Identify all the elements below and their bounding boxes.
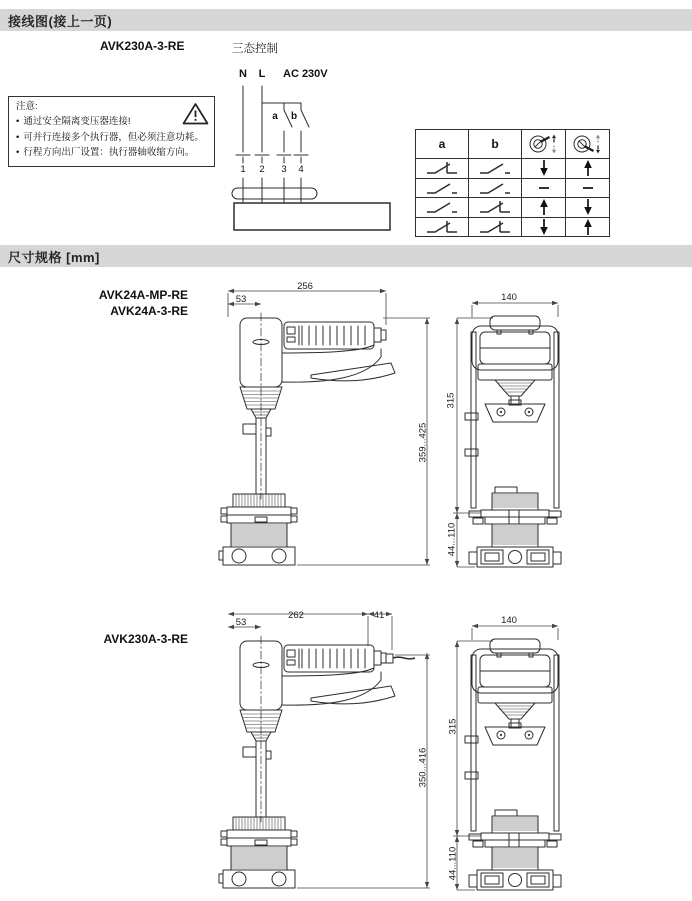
switch-closed-icon [425,160,459,176]
switch-open-icon [425,180,459,196]
control-type-label: 三态控制 [232,43,278,55]
group1-model-labels [60,287,188,319]
terminal-3-label: 3 [281,164,287,175]
dim-width-label: 140 [501,615,517,626]
logic-table-row [416,159,610,179]
logic-table-row [416,217,610,237]
dim-body-height-label: 315 [445,392,457,409]
knob-retract-header [566,130,610,159]
no-movement-dash-icon [537,179,551,197]
logic-table-row [416,198,610,218]
dim-stem-offset-label: 53 [235,617,247,628]
dim-height-range-label: 350...416 [417,747,429,788]
column-b-header: b [469,130,522,159]
terminal-4-label: 4 [298,164,304,175]
switch-open-icon [478,180,512,196]
logic-table-header-row [416,130,610,159]
side-view-drawing-avk230a [215,606,445,898]
arrow-down-icon [537,159,551,177]
switch-open-icon [478,160,512,176]
dim-height-range-label: 359...425 [417,422,429,463]
note-list [16,114,207,161]
note-box [8,96,215,167]
section-header-wiring: 接线图(接上一页) [0,9,692,31]
side-view-drawing-avk24a [215,283,445,575]
column-a-header: a [416,130,469,159]
dim-width-label: 262 [288,610,304,621]
group2-model-labels [60,631,188,647]
switch-closed-icon [478,219,512,235]
dim-body-height-label: 315 [447,718,459,735]
switch-open-icon [425,199,459,215]
logic-table [415,129,610,237]
voltage-label: AC 230V [283,68,328,80]
front-view-drawing-avk24a [445,290,635,575]
dim-stem-offset-label: 53 [235,294,247,305]
wire-n-label: N [239,68,247,80]
note-title: 注意: [16,101,38,112]
rotary-knob-retract-icon [572,133,603,155]
model-label: AVK24A-MP-RE [98,288,188,302]
switch-b-label: b [290,111,298,122]
note-item: • 行程方向出厂设置：执行器轴收缩方向。 [16,145,207,161]
section-header-dimensions: 尺寸规格 [mm] [0,245,692,267]
switch-a-label: a [272,111,278,122]
logic-table-body [416,159,610,237]
dim-valve-height-label: 44...110 [447,846,459,881]
warning-triangle-icon [182,102,209,129]
arrow-down-icon [581,198,595,216]
no-movement-dash-icon [581,179,595,197]
knob-extend-header [522,130,566,159]
wiring-model-label: AVK230A-3-RE [100,39,185,53]
note-item: • 可并行连接多个执行器，但必须注意功耗。 [16,130,207,146]
arrow-up-icon [537,198,551,216]
logic-table-row [416,178,610,198]
switch-closed-icon [425,219,459,235]
arrow-down-icon [537,218,551,236]
model-label: AVK24A-3-RE [110,304,188,318]
dim-valve-height-label: 44...110 [446,522,458,557]
switch-closed-icon [478,199,512,215]
wiring-diagram [225,66,400,236]
front-view-drawing-avk230a [445,613,635,898]
note-item: • 通过安全隔离变压器连接! [16,114,207,130]
rotary-knob-extend-icon [528,133,559,155]
terminal-2-label: 2 [259,164,265,175]
dim-cable-gland-label: 41 [373,610,385,621]
model-label: AVK230A-3-RE [103,632,188,646]
arrow-up-icon [581,159,595,177]
wire-l-label: L [258,68,266,80]
arrow-up-icon [581,218,595,236]
dim-width-label: 140 [501,292,517,303]
terminal-1-label: 1 [240,164,246,175]
dim-width-label: 256 [297,281,313,292]
